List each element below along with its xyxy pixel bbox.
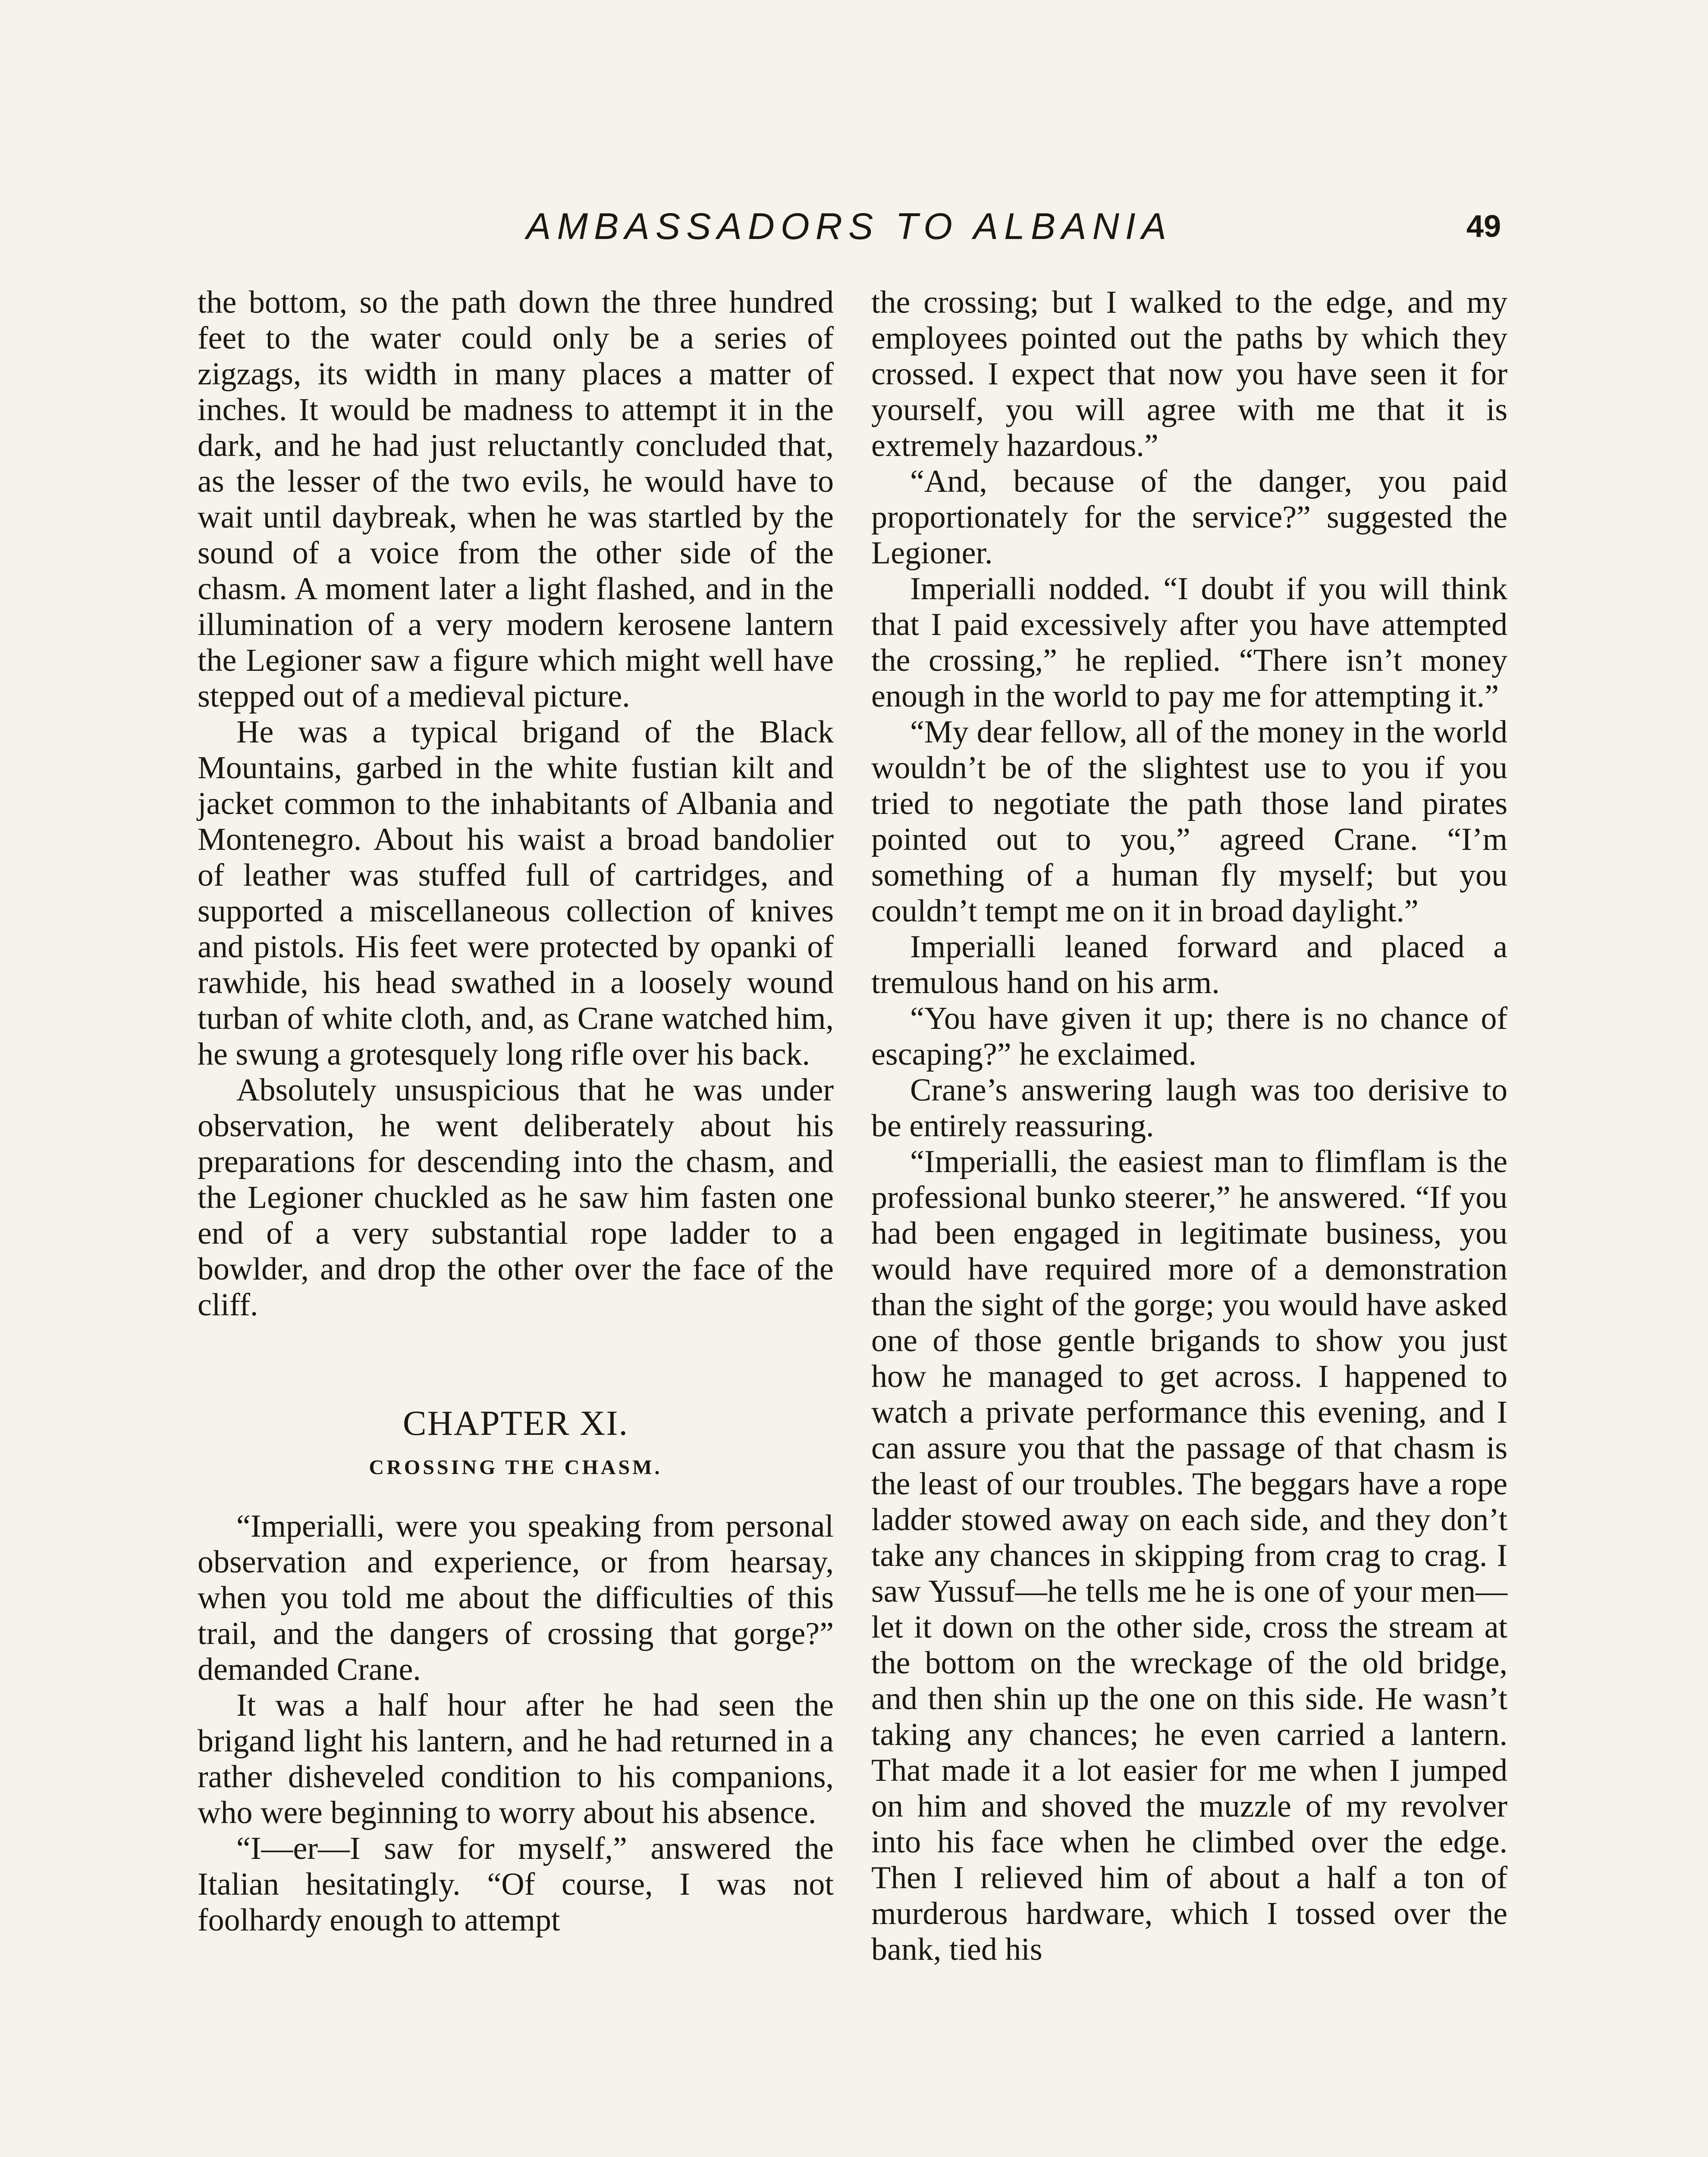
paragraph: Absolutely unsuspicious that he was under observation, he went deliberately about his preparations for descending into the chasm, and the Legioner chuckled as he saw him fasten one end of a very substantial rope ladder to a bowlder, and drop the other over the face of the cliff. [198, 1072, 834, 1323]
running-title: AMBASSADORS TO ALBANIA [526, 206, 1173, 247]
paragraph: It was a half hour after he had seen the brigand light his lantern, and he had returned in a rather disheveled condition to his companions, who were beginning to worry about his absence. [198, 1688, 834, 1830]
paragraph: Imperialli nodded. “I doubt if you will think that I paid excessively after you have attempted the crossing,” he replied. “There isn’t money enough in the world to pay me for attempting it.” [871, 571, 1507, 714]
paragraph: the bottom, so the path down the three hundred feet to the water could only be a series of zigzags, its width in many places a matter of inches. It would be madness to attempt it in the dark, and he had just reluctantly concluded that, as the lesser of the two evils, he would have to wait until daybreak, when he was startled by the sound of a voice from the other side of the chasm. A moment later a light flashed, and in the illumination of a very modern kerosene lantern the Legioner saw a figure which might well have stepped out of a medieval picture. [198, 285, 834, 714]
left-column [198, 285, 834, 1938]
chapter-heading: CHAPTER XI. [402, 1403, 629, 1443]
paragraph: “And, because of the danger, you paid proportionately for the service?” suggested the Legioner. [871, 464, 1507, 571]
paragraph: “You have given it up; there is no chance of escaping?” he exclaimed. [871, 1001, 1507, 1072]
paragraph: the crossing; but I walked to the edge, and my employees pointed out the paths by which they crossed. I expect that now you have seen it for yourself, you will agree with me that it is extremely hazardous.” [871, 285, 1507, 463]
paragraph: He was a typical brigand of the Black Mountains, garbed in the white fustian kilt and jacket common to the inhabitants of Albania and Montenegro. About his waist a broad bandolier of leather was stuffed full of cartridges, and supported a miscellaneous collection of knives and pistols. His feet were protected by opanki of rawhide, his head swathed in a loosely wound turban of white cloth, and, as Crane watched him, he swung a grotesquely long rifle over his back. [198, 714, 834, 1072]
paragraph: “My dear fellow, all of the money in the world wouldn’t be of the slightest use to you if you tried to negotiate the path those land pirates pointed out to you,” agreed Crane. “I’m something of a human fly myself; but you couldn’t tempt me on it in broad daylight.” [871, 714, 1507, 929]
chapter-subtitle: CROSSING THE CHASM. [369, 1456, 662, 1479]
paragraph: “Imperialli, the easiest man to flimflam is the professional bunko steerer,” he answered. “If you had been engaged in legitimate business, you would have required more of a demonstration than the sight of the gorge; you would have asked one of those gentle brigands to show you just how he managed to get across. I happened to watch a private performance this evening, and I can assure you that the passage of that chasm is the least of our troubles. The beggars have a rope ladder stowed away on each side, and they don’t take any chances in skipping from crag to crag. I saw Yussuf—he tells me he is one of your men—let it down on the other side, cross the stream at the bottom on the wreckage of the old bridge, and then shin up the one on this side. He wasn’t taking any chances; he even carried a lantern. That made it a lot easier for me when I jumped on him and shoved the muzzle of my revolver into his face when he climbed over the edge. Then I relieved him of about a half a ton of murderous hardware, which I tossed over the bank, tied his [871, 1144, 1507, 1967]
paragraph: “Imperialli, were you speaking from personal observation and experience, or from hearsay, when you told me about the difficulties of this trail, and the dangers of crossing that gorge?” demanded Crane. [198, 1509, 834, 1687]
paragraph: Crane’s answering laugh was too derisive to be entirely reassuring. [871, 1072, 1507, 1144]
paragraph: Imperialli leaned forward and placed a tremulous hand on his arm. [871, 929, 1507, 1000]
running-head [194, 203, 1501, 250]
paragraph: “I—er—I saw for myself,” answered the Italian hesitatingly. “Of course, I was not foolhardy enough to attempt [198, 1831, 834, 1938]
right-column [871, 285, 1507, 1968]
page-number: 49 [1466, 209, 1501, 244]
